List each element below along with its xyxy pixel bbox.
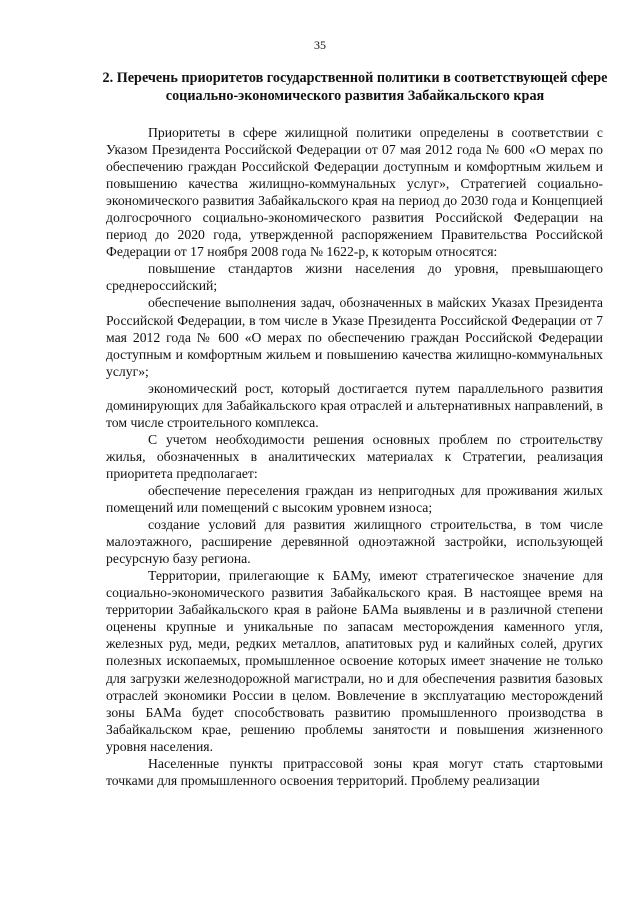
paragraph-economic-growth: экономический рост, который достигается путем параллельного развития доминирующих для Забайкальского края отраслей и альтернативных направлений, в том числе строительного комплекса. bbox=[106, 380, 603, 430]
paragraph-resettlement: обеспечение переселения граждан из непригодных для проживания жилых помещений или помещений с высоким уровнем износа; bbox=[106, 482, 603, 516]
page-number: 35 bbox=[314, 38, 326, 52]
paragraph-housing-problems: С учетом необходимости решения основных проблем по строительству жилья, обозначенных в аналитических материалах к Стратегии, реализация приоритета предполагает: bbox=[106, 431, 603, 481]
section-heading: 2. Перечень приоритетов государственной политики в соответствующей сфере социально-экономического развития Забайкальского края bbox=[102, 70, 608, 104]
paragraph-bam-territories: Территории, прилегающие к БАМу, имеют стратегическое значение для социально-экономического развития Забайкальского края. В настоящее время на территории Забайкальского края в районе БАМа выявлены и в различной степени оценены крупные и уникальные по запасам месторождения каменного угля, железных руд, меди, редких металлов, апатитовых руд и калийных солей, других полезных ископаемых, промышленное освоение которых имеет значение не только для загрузки железнодорожной магистрали, но и для обеспечения развития базовых отраслей экономики России в целом. Вовлечение в эксплуатацию месторождений зоны БАМа будет способствовать развитию промышленного производства в Забайкальском крае, решению проблемы занятости и повышения жизненного уровня населения. bbox=[106, 568, 603, 754]
paragraph-settlements: Населенные пункты притрассовой зоны края могут стать стартовыми точками для промышленного освоения территорий. Проблему реализации bbox=[106, 755, 603, 788]
paragraph-living-standards: повышение стандартов жизни населения до уровня, превышающего среднероссийский; bbox=[106, 261, 603, 294]
paragraph-priorities-intro: Приоритеты в сфере жилищной политики определены в соответствии с Указом Президента Российской Федерации от 07 мая 2012 года № 600 «О мерах по обеспечению граждан Российской Федерации доступным и комфортным жильем и повышению качества жилищно-коммунальных услуг», Стратегией социально-экономического развития Забайкальского края на период до 2030 года и Концепцией долгосрочного социально-экономического развития Российской Федерации на период до 2020 года, утвержденной распоряжением Правительства Российской Федерации от 17 ноября 2008 года № 1622-р, к которым относятся: bbox=[106, 125, 603, 260]
body-text bbox=[106, 124, 603, 789]
paragraph-may-decrees: обеспечение выполнения задач, обозначенных в майских Указах Президента Российской Федерации, в том числе в Указе Президента Российской Федерации от 7 мая 2012 года № 600 «О мерах по обеспечению граждан Российской Федерации доступным и комфортным жильем и повышению качества жилищно-коммунальных услуг»; bbox=[106, 295, 603, 379]
paragraph-construction-conditions: создание условий для развития жилищного строительства, в том числе малоэтажного, расширение деревянной одноэтажной застройки, использующей ресурсную базу региона. bbox=[106, 517, 603, 567]
